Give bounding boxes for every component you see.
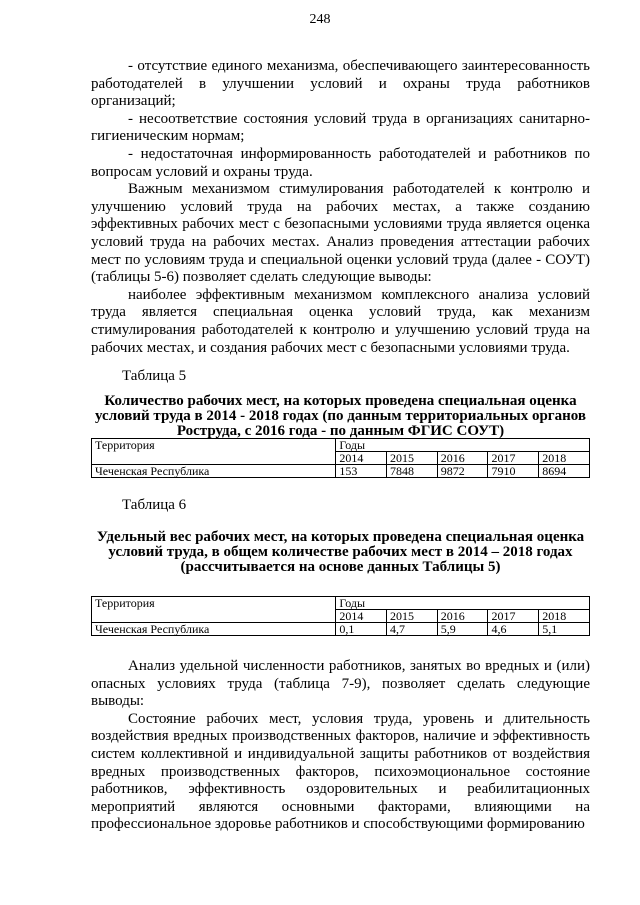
table6 bbox=[91, 596, 590, 636]
year-cell: 2015 bbox=[387, 610, 438, 623]
analysis-text bbox=[91, 658, 590, 834]
table-row bbox=[92, 623, 590, 636]
region-cell: Чеченская Республика bbox=[92, 623, 336, 636]
header-years: Годы bbox=[336, 597, 590, 610]
year-cell: 2014 bbox=[336, 610, 387, 623]
year-cell: 2015 bbox=[387, 452, 438, 465]
table5-title: Количество рабочих мест, на которых проведена специальная оценка условий труда в 2014 - 2018 годах (по данным территориальных органов Роструда, с 2016 года - по данным ФГИС СОУТ) bbox=[95, 393, 586, 439]
table5-label: Таблица 5 bbox=[122, 368, 187, 384]
table6-title: Удельный вес рабочих мест, на которых проведена специальная оценка условий труда, в общем количестве рабочих мест в 2014 – 2018 годах (рассчитывается на основе данных Таблицы 5) bbox=[96, 529, 585, 575]
paragraph: - отсутствие единого механизма, обеспечивающего заинтересованность работодателей в улучшении условий и охраны труда работников организаций; bbox=[91, 58, 590, 110]
year-cell: 2018 bbox=[539, 452, 590, 465]
year-cell: 2017 bbox=[488, 610, 539, 623]
intro-text bbox=[91, 58, 590, 357]
value-cell: 9872 bbox=[437, 465, 488, 478]
paragraph: Состояние рабочих мест, условия труда, уровень и длительность воздействия вредных производственных факторов, наличие и эффективность систем коллективной и индивидуальной защиты работников от воздействия вредных производственных факторов, психоэмоциональное состояние работников, эффективность оздоровительных и реабилитационных мероприятий являются основными факторами, влияющими на профессиональное здоровье работников и способствующими формированию bbox=[91, 710, 590, 833]
value-cell: 5,9 bbox=[437, 623, 488, 636]
paragraph: Анализ удельной численности работников, занятых во вредных и (или) опасных условиях труда (таблица 7-9), позволяет сделать следующие выводы: bbox=[91, 658, 590, 710]
value-cell: 0,1 bbox=[336, 623, 387, 636]
value-cell: 4,7 bbox=[387, 623, 438, 636]
year-cell: 2017 bbox=[488, 452, 539, 465]
year-cell: 2018 bbox=[539, 610, 590, 623]
value-cell: 8694 bbox=[539, 465, 590, 478]
region-cell: Чеченская Республика bbox=[92, 465, 336, 478]
page-number: 248 bbox=[309, 12, 331, 27]
header-years: Годы bbox=[336, 439, 590, 452]
table-row bbox=[92, 439, 590, 452]
value-cell: 153 bbox=[336, 465, 387, 478]
paragraph: Важным механизмом стимулирования работодателей к контролю и улучшению условий труда на рабочих местах, а также созданию эффективных рабочих мест с безопасными условиями труда является оценка условий труда на рабочих местах. Анализ проведения аттестации рабочих мест по условиям труда и специальной оценки условий труда (далее - СОУТ) (таблицы 5-6) позволяет сделать следующие выводы: bbox=[91, 181, 590, 286]
header-territory: Территория bbox=[92, 439, 336, 465]
year-cell: 2016 bbox=[437, 610, 488, 623]
table-row bbox=[92, 597, 590, 610]
year-cell: 2016 bbox=[437, 452, 488, 465]
paragraph: наиболее эффективным механизмом комплексного анализа условий труда является специальная оценка условий труда, как механизм стимулирования работодателей к контролю и улучшению условий труда на рабочих местах, и создания рабочих мест с безопасными условиями труда. bbox=[91, 286, 590, 356]
value-cell: 7848 bbox=[387, 465, 438, 478]
table6-label: Таблица 6 bbox=[122, 497, 187, 513]
header-territory: Территория bbox=[92, 597, 336, 623]
table-row bbox=[92, 465, 590, 478]
value-cell: 5,1 bbox=[539, 623, 590, 636]
table5 bbox=[91, 438, 590, 478]
year-cell: 2014 bbox=[336, 452, 387, 465]
paragraph: - несоответствие состояния условий труда в организациях санитарно-гигиеническим нормам; bbox=[91, 110, 590, 145]
value-cell: 4,6 bbox=[488, 623, 539, 636]
value-cell: 7910 bbox=[488, 465, 539, 478]
paragraph: - недостаточная информированность работодателей и работников по вопросам условий и охраны труда. bbox=[91, 145, 590, 180]
